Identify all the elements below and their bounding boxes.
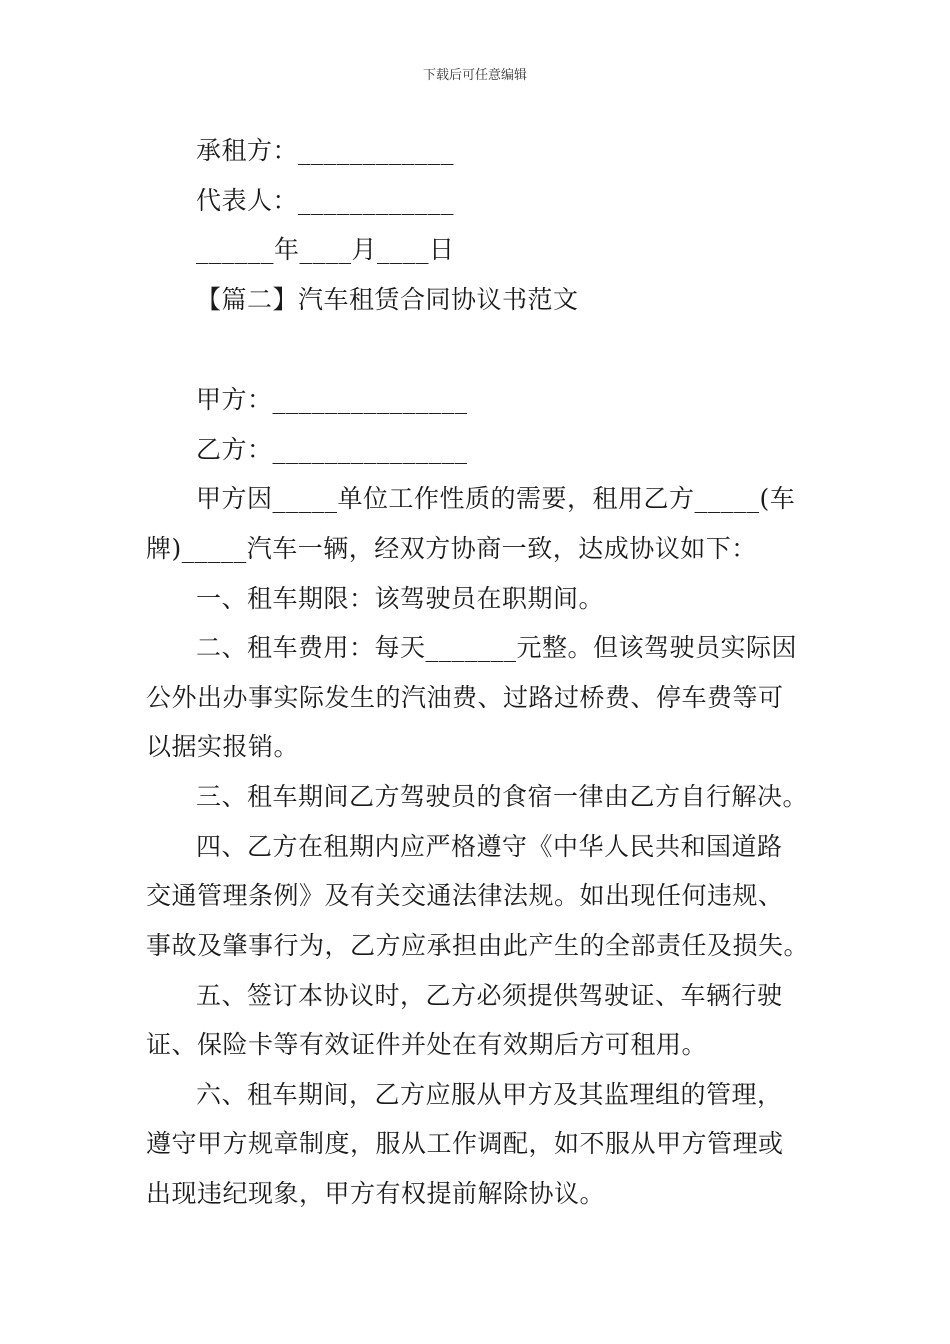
body-line: 四、乙方在租期内应严格遵守《中华人民共和国道路 — [196, 832, 783, 861]
body-line: 一、租车期限：该驾驶员在职期间。 — [196, 584, 605, 613]
body-line: 遵守甲方规章制度，服从工作调配，如不服从甲方管理或 — [146, 1129, 784, 1158]
lessee-signature-line: 承租方：____________ — [196, 136, 455, 165]
body-line: 出现违纪现象，甲方有权提前解除协议。 — [146, 1179, 606, 1208]
body-line: 牌)_____汽车一辆，经双方协商一致，达成协议如下： — [146, 534, 757, 563]
party-a-line: 甲方：_______________ — [196, 385, 468, 414]
body-line: 公外出办事实际发生的汽油费、过路过桥费、停车费等可 — [146, 683, 784, 712]
body-line: 五、签订本协议时，乙方必须提供驾驶证、车辆行驶 — [196, 981, 783, 1010]
body-line: 甲方因_____单位工作性质的需要，租用乙方_____(车 — [196, 484, 796, 513]
body-line: 二、租车费用：每天_______元整。但该驾驶员实际因 — [196, 633, 798, 662]
body-line: 三、租车期间乙方驾驶员的食宿一律由乙方自行解决。 — [196, 782, 809, 811]
page-header-note: 下载后可任意编辑 — [422, 68, 527, 83]
body-line: 六、租车期间，乙方应服从甲方及其监理组的管理， — [196, 1080, 783, 1109]
body-line: 事故及肇事行为，乙方应承担由此产生的全部责任及损失。 — [146, 931, 810, 960]
section-title: 【篇二】汽车租赁合同协议书范文 — [196, 285, 579, 314]
body-line: 证、保险卡等有效证件并处在有效期后方可租用。 — [146, 1030, 708, 1059]
body-line: 以据实报销。 — [146, 732, 300, 761]
date-line: ______年____月____日 — [196, 235, 455, 264]
party-b-line: 乙方：_______________ — [196, 435, 468, 464]
representative-signature-line: 代表人：____________ — [196, 186, 455, 215]
body-line: 交通管理条例》及有关交通法律法规。如出现任何违规、 — [146, 881, 784, 910]
